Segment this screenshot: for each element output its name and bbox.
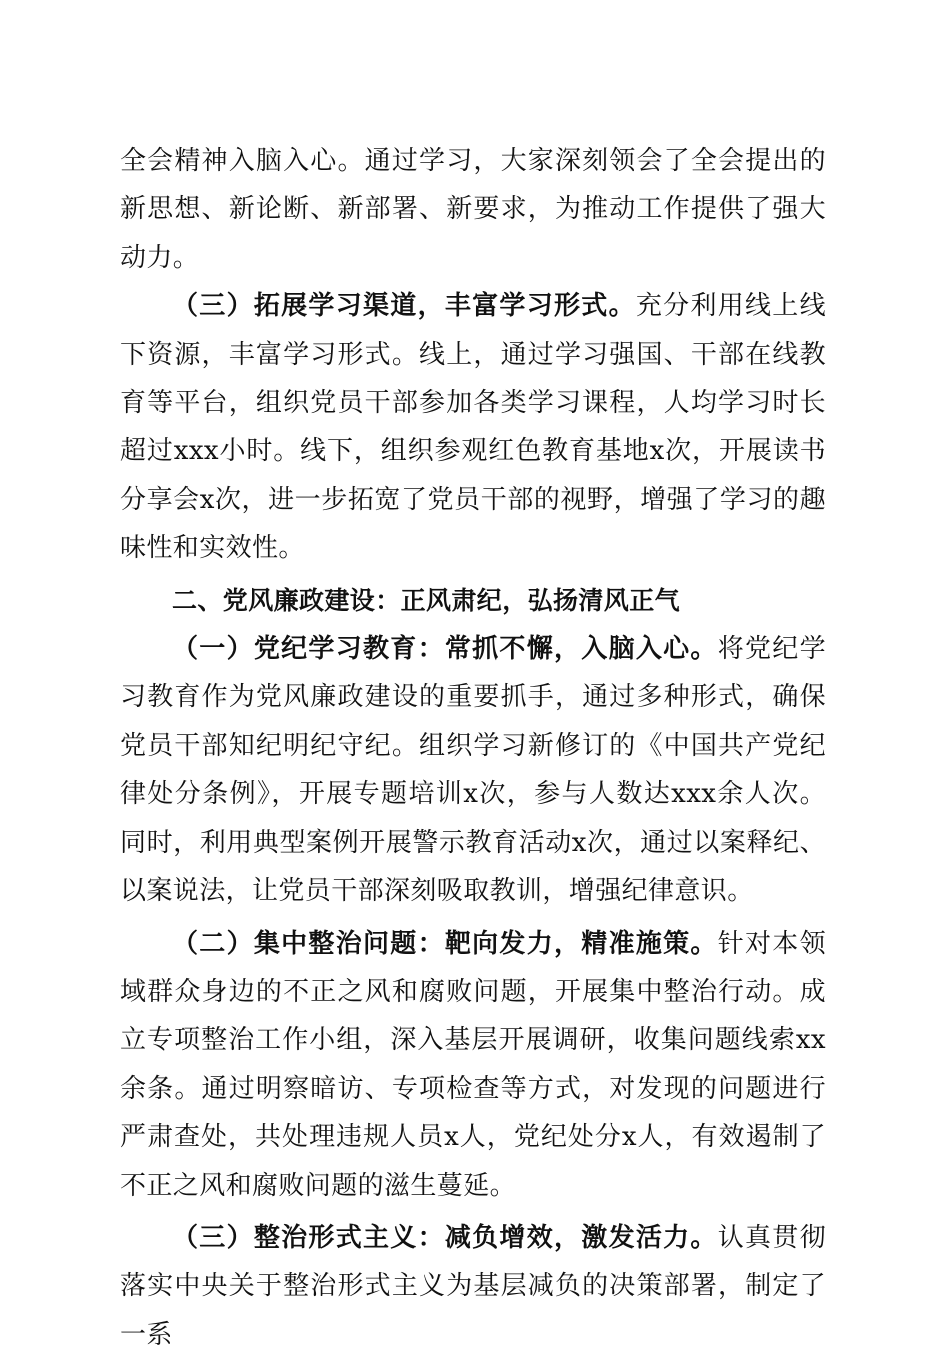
document-body — [120, 137, 826, 1359]
section-heading: 二、党风廉政建设：正风肃纪，弘扬清风正气 — [172, 585, 681, 615]
paragraph-expand-learning-channels — [120, 282, 826, 572]
paragraph-text: 全会精神入脑入心。通过学习，大家深刻领会了全会提出的新思想、新论断、新部署、新要求，为推动工作提供了强大动力。 — [120, 146, 826, 273]
paragraph-lead: （一）党纪学习教育：常抓不懈，入脑入心。 — [172, 634, 718, 665]
paragraph-discipline-education — [120, 625, 826, 915]
paragraph-lead: （二）集中整治问题：靶向发力，精准施策。 — [172, 928, 718, 959]
paragraph-text: 将党纪学习教育作为党风廉政建设的重要抓手，通过多种形式，确保党员干部知纪明纪守纪。组织学习新修订的《中国共产党纪律处分条例》，开展专题培训x次，参与人数达xxx余人次。同时，利用典型案例开展警示教育活动x次，通过以案释纪、以案说法，让党员干部深刻吸取教训，增强纪律意识。 — [120, 634, 826, 907]
paragraph-rectify-problems — [120, 920, 826, 1210]
paragraph-lead: （三）整治形式主义：减负增效，激发活力。 — [172, 1222, 718, 1253]
paragraph-lead: （三）拓展学习渠道，丰富学习形式。 — [172, 291, 636, 322]
paragraph-text: 针对本领域群众身边的不正之风和腐败问题，开展集中整治行动。成立专项整治工作小组，深入基层开展调研，收集问题线索xx余条。通过明察暗访、专项检查等方式，对发现的问题进行严肃查处，共处理违规人员x人，党纪处分x人，有效遏制了不正之风和腐败问题的滋生蔓延。 — [120, 928, 826, 1201]
paragraph-text: 认真贯彻落实中央关于整治形式主义为基层减负的决策部署，制定了一系 — [120, 1222, 826, 1350]
paragraph-continuation — [120, 137, 826, 282]
paragraph-text: 充分利用线上线下资源，丰富学习形式。线上，通过学习强国、干部在线教育等平台，组织党员干部参加各类学习课程，人均学习时长超过xxx小时。线下，组织参观红色教育基地x次，开展读书分享会x次，进一步拓宽了党员干部的视野，增强了学习的趣味性和实效性。 — [120, 291, 826, 564]
paragraph-rectify-formalism — [120, 1214, 826, 1359]
